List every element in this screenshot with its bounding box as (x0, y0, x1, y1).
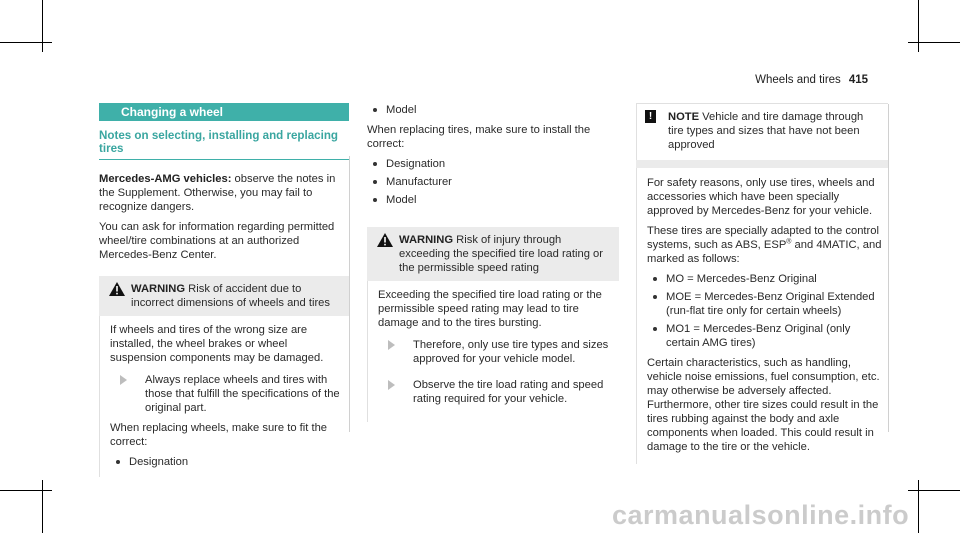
step-text: Always replace wheels and tires with those that fulfill the specifications of the original part. (145, 374, 340, 414)
running-header (755, 74, 868, 86)
column-right (636, 103, 888, 464)
column-divider (888, 104, 889, 432)
page-number: 415 (848, 74, 868, 86)
arrow-right-icon (120, 375, 127, 385)
crop-mark (42, 480, 43, 533)
watermark: carmanualsonline.info (612, 500, 910, 530)
paragraph: You can ask for information regarding permitted wheel/tire combinations at an authorized Mercedes-Benz Center. (99, 221, 335, 261)
bullet-icon (653, 327, 657, 331)
intro-text: observe the notes in the Supplement. Otherwise, you may fail to recognize dangers. (99, 173, 336, 213)
list-item: Designation (367, 157, 619, 171)
bullet-icon (373, 198, 377, 202)
note-separator (636, 160, 888, 168)
section-title: Changing a wheel (99, 103, 349, 121)
bullet-icon (653, 295, 657, 299)
warning-triangle-icon (377, 233, 393, 247)
warning-body (367, 281, 619, 422)
exclamation-icon: ! (645, 110, 656, 123)
step-text: Observe the tire load rating and speed rating required for your vehicle. (413, 379, 604, 405)
subsection-title: Notes on selecting, installing and replacing tires (99, 129, 349, 160)
section-name: Wheels and tires (755, 74, 841, 86)
crop-mark (908, 490, 960, 491)
note-header (636, 103, 888, 160)
instruction-step (378, 378, 613, 406)
crop-mark (908, 42, 960, 43)
bullet-icon (373, 108, 377, 112)
note-body (636, 168, 888, 464)
bullet-icon (116, 460, 120, 464)
warning-header (367, 227, 619, 281)
warning-box (367, 227, 619, 422)
crop-mark (918, 480, 919, 533)
list-item: MOE = Mercedes-Benz Original Extended (run-flat tire only for certain wheels) (647, 290, 882, 318)
warning-title: Risk of injury through exceeding the specified tire load rating or the permissible speed rating (399, 234, 603, 274)
bullet-icon (373, 180, 377, 184)
instruction-step (110, 373, 343, 415)
paragraph: When replacing wheels, make sure to fit the correct: (110, 422, 328, 448)
column-left (99, 103, 349, 477)
list-item: Model (367, 193, 619, 207)
instruction-step (378, 338, 613, 366)
bullet-icon (653, 277, 657, 281)
registered-mark: ® (786, 238, 792, 246)
warning-triangle-icon (109, 282, 125, 296)
warning-label: WARNING (399, 234, 454, 246)
arrow-right-icon (388, 380, 395, 390)
warning-body (99, 316, 349, 477)
step-text: Therefore, only use tire types and sizes approved for your vehicle model. (413, 339, 609, 365)
warning-label: WARNING (131, 283, 186, 295)
list-item: Model (367, 103, 619, 117)
list-item: MO1 = Mercedes-Benz Original (only certain AMG tires) (647, 322, 882, 350)
list-item: MO = Mercedes-Benz Original (647, 272, 882, 286)
intro-paragraph (99, 172, 349, 214)
paragraph: When replacing tires, make sure to install the correct: (367, 124, 591, 150)
column-middle (367, 103, 619, 422)
paragraph: These tires are specially adapted to the control systems, such as ABS, ESP® and 4MATIC, and marked as follows: (647, 225, 882, 265)
column-divider (349, 156, 350, 432)
list-item: Manufacturer (367, 175, 619, 189)
crop-mark (0, 42, 52, 43)
crop-mark (0, 490, 52, 491)
list-item: Designation (110, 455, 343, 469)
warning-box (99, 276, 349, 477)
intro-bold: Mercedes-AMG vehicles: (99, 173, 232, 185)
crop-mark (42, 0, 43, 52)
note-label: NOTE (668, 111, 700, 123)
arrow-right-icon (388, 340, 395, 350)
warning-title: Risk of accident due to incorrect dimensions of wheels and tires (131, 283, 330, 309)
bullet-icon (373, 162, 377, 166)
warning-text: Exceeding the specified tire load rating or the permissible speed rating may lead to tire damage and to the tires bursting. (378, 289, 602, 329)
warning-header (99, 276, 349, 316)
note-title: Vehicle and tire damage through tire types and sizes that have not been approved (668, 111, 864, 151)
crop-mark (918, 0, 919, 52)
paragraph: Certain characteristics, such as handling, vehicle noise emissions, fuel consumption, etc. may otherwise be adversely affected. Furthermore, other tire sizes could result in the tires rubbing against the body and axle components when loaded. This could result in damage to the tire or the vehicle. (647, 357, 880, 453)
paragraph: For safety reasons, only use tires, wheels and accessories which have been specially approved by Mercedes-Benz for your vehicle. (647, 177, 875, 217)
warning-text: If wheels and tires of the wrong size are installed, the wheel brakes or wheel suspension components may be damaged. (110, 324, 324, 364)
